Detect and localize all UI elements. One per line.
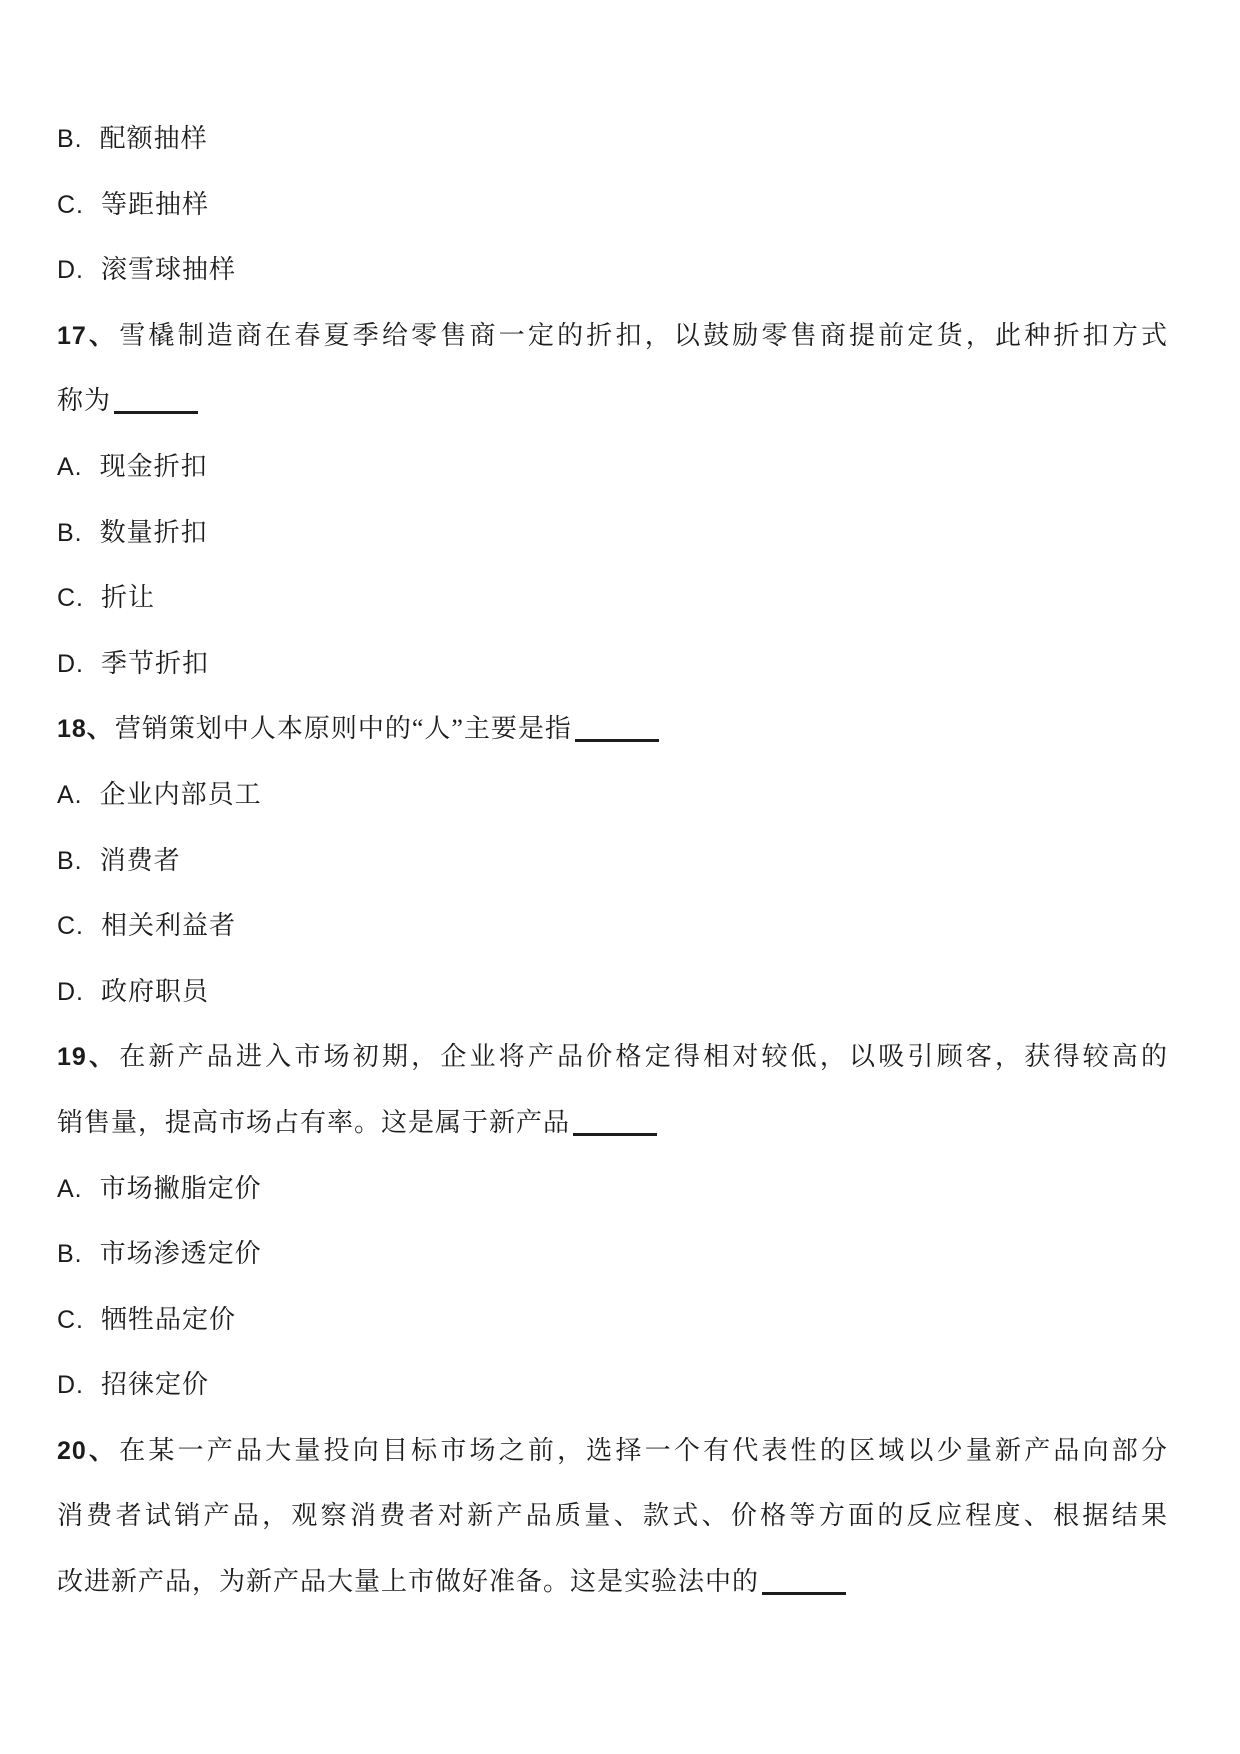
line-text: 在某一产品大量投向目标市场之前，选择一个有代表性的区域以少量新产品向部分 — [119, 1435, 1168, 1465]
option-letter: A. — [57, 780, 83, 809]
option-line — [57, 500, 1168, 566]
answer-blank — [762, 1592, 846, 1595]
option-letter: C. — [57, 584, 84, 613]
answer-blank — [575, 739, 659, 742]
question-number: 18、 — [57, 715, 113, 744]
option-line — [57, 631, 1168, 697]
option-line — [57, 762, 1168, 828]
option-line — [57, 434, 1168, 500]
line-text: 季节折扣 — [101, 648, 210, 678]
option-letter: B. — [57, 1240, 83, 1269]
question-line — [57, 1024, 1168, 1090]
option-line — [57, 1287, 1168, 1353]
question-continuation-line — [57, 1090, 1168, 1156]
option-line — [57, 237, 1168, 303]
option-line — [57, 893, 1168, 959]
option-letter: A. — [57, 452, 83, 481]
answer-blank — [573, 1133, 657, 1136]
line-text: 滚雪球抽样 — [101, 255, 237, 285]
line-text: 牺牲品定价 — [101, 1304, 237, 1334]
option-letter: D. — [57, 977, 84, 1006]
option-line — [57, 1156, 1168, 1222]
line-text: 政府职员 — [101, 976, 210, 1006]
line-text: 市场渗透定价 — [99, 1239, 262, 1269]
option-line — [57, 106, 1168, 172]
option-letter: D. — [57, 1371, 84, 1400]
question-number: 19、 — [57, 1043, 118, 1072]
line-text: 数量折扣 — [99, 517, 208, 547]
line-text: 称为 — [57, 386, 112, 416]
line-text: 销售量，提高市场占有率。这是属于新产品 — [57, 1107, 571, 1137]
option-letter: C. — [57, 1305, 84, 1334]
option-letter: B. — [57, 518, 83, 547]
question-number: 20、 — [57, 1436, 118, 1465]
option-letter: A. — [57, 1174, 83, 1203]
line-text: 消费者 — [99, 845, 181, 875]
option-line — [57, 828, 1168, 894]
answer-blank — [114, 411, 198, 414]
line-text: 配额抽样 — [99, 124, 208, 153]
question-continuation-line — [57, 1483, 1168, 1549]
question-line — [57, 303, 1168, 369]
option-letter: D. — [57, 649, 84, 678]
option-line — [57, 565, 1168, 631]
line-text: 折让 — [101, 583, 156, 613]
line-text: 营销策划中人本原则中的“人”主要是指 — [114, 714, 572, 744]
option-line — [57, 1352, 1168, 1418]
line-text: 现金折扣 — [99, 451, 208, 481]
option-line — [57, 172, 1168, 238]
option-letter: B. — [57, 125, 83, 153]
option-letter: C. — [57, 912, 84, 941]
line-text: 招徕定价 — [101, 1370, 210, 1400]
line-text: 相关利益者 — [101, 911, 237, 941]
line-text: 等距抽样 — [101, 189, 210, 219]
line-text: 雪橇制造商在春夏季给零售商一定的折扣，以鼓励零售商提前定货，此种折扣方式 — [119, 320, 1168, 350]
question-continuation-line — [57, 368, 1168, 434]
question-continuation-line — [57, 1549, 1168, 1615]
option-letter: D. — [57, 256, 84, 285]
question-number: 17、 — [57, 321, 118, 350]
line-text: 改进新产品，为新产品大量上市做好准备。这是实验法中的 — [57, 1567, 760, 1597]
option-line — [57, 959, 1168, 1025]
option-letter: C. — [57, 190, 84, 219]
line-text: 市场撇脂定价 — [99, 1173, 262, 1203]
question-line — [57, 696, 1168, 762]
option-line — [57, 1221, 1168, 1287]
option-letter: B. — [57, 846, 83, 875]
line-text: 企业内部员工 — [99, 779, 262, 809]
question-line — [57, 1418, 1168, 1484]
line-text: 在新产品进入市场初期，企业将产品价格定得相对较低，以吸引顾客，获得较高的 — [119, 1042, 1168, 1072]
line-text: 消费者试销产品，观察消费者对新产品质量、款式、价格等方面的反应程度、根据结果 — [57, 1501, 1168, 1531]
